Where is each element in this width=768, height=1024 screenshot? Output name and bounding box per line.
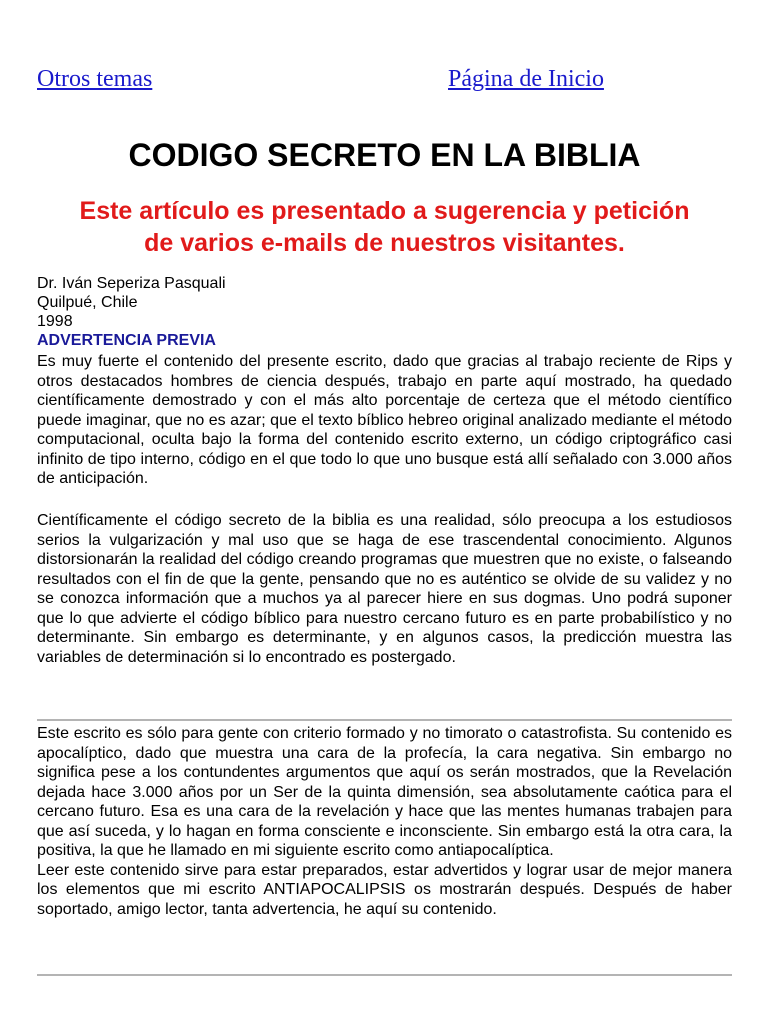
paragraph-1: Es muy fuerte el contenido del presente escrito, dado que gracias al trabajo reciente de Rips y otros destacados hombres de ciencia después, trabajo en parte aquí mostrado, ha quedado científicamente demostrado y con el más alto porcentaje de certeza que el método científico puede imaginar, que no es azar; que el texto bíblico hebreo original analizado mediante el método computacional, oculta bajo la forma del contenido escrito externo, un código criptográfico casi infinito de tipo interno, código en el que todo lo que uno busque está allí señalado con 3.000 años de anticipación. — [37, 353, 732, 487]
otros-temas-link[interactable]: Otros temas — [37, 66, 153, 92]
author-info — [37, 274, 226, 350]
author-location: Quilpué, Chile — [37, 294, 138, 311]
warning-heading: ADVERTENCIA PREVIA — [37, 332, 216, 349]
page-title: CODIGO SECRETO EN LA BIBLIA — [128, 137, 641, 173]
page-subtitle — [37, 195, 732, 259]
notice-block — [37, 724, 732, 919]
top-navigation — [37, 66, 732, 98]
divider-bottom — [37, 974, 732, 976]
divider-top — [37, 719, 732, 721]
author-name: Dr. Iván Seperiza Pasquali — [37, 275, 226, 292]
publication-year: 1998 — [37, 313, 73, 330]
subtitle-line-2: de varios e-mails de nuestros visitantes. — [144, 229, 625, 257]
paragraph-4: Leer este contenido sirve para estar preparados, estar advertidos y lograr usar de mejor manera los elementos que mi escrito ANTIAPOCALIPSIS os mostrarán después. Después de haber soportado, amigo lector, tanta advertencia, he aquí su contenido. — [37, 861, 732, 918]
paragraph-2: Científicamente el código secreto de la biblia es una realidad, sólo preocupa a los estudiosos serios la vulgarización y mal uso que se haga de ese trascendental conocimiento. Algunos distorsionarán la realidad del código creando programas que muestren que no existe, o falseando resultados con el fin de que la gente, pensando que no es auténtico se olvide de su validez y no se conozca información que a muchos ya al parecer hiere en sus dogmas. Uno podrá suponer que lo que advierte el código bíblico para nuestro cercano futuro es en parte probabilístico y no determinante. Sin embargo es determinante, y en algunos casos, la predicción muestra las variables de determinación si lo encontrado es postergado. — [37, 512, 732, 666]
paragraph-3: Este escrito es sólo para gente con criterio formado y no timorato o catastrofista. Su contenido es apocalíptico, dado que muestra una cara de la profecía, la cara negativa. Sin embargo no significa pese a los contundentes argumentos que aquí os serán mostrados, que la Revelación dejada hace 3.000 años por un Ser de la quinta dimensión, sea absolutamente caótica para el cercano futuro. Esa es una cara de la revelación y hace que las mentes humanas trabajen para que así suceda, y lo hagan en forma consciente e inconsciente. Sin embargo está la otra cara, la positiva, la que he llamado en mi siguiente escrito como antiapocalíptica. — [37, 725, 732, 859]
pagina-de-inicio-link[interactable]: Página de Inicio — [448, 66, 604, 92]
subtitle-line-1: Este artículo es presentado a sugerencia y petición — [79, 197, 690, 225]
